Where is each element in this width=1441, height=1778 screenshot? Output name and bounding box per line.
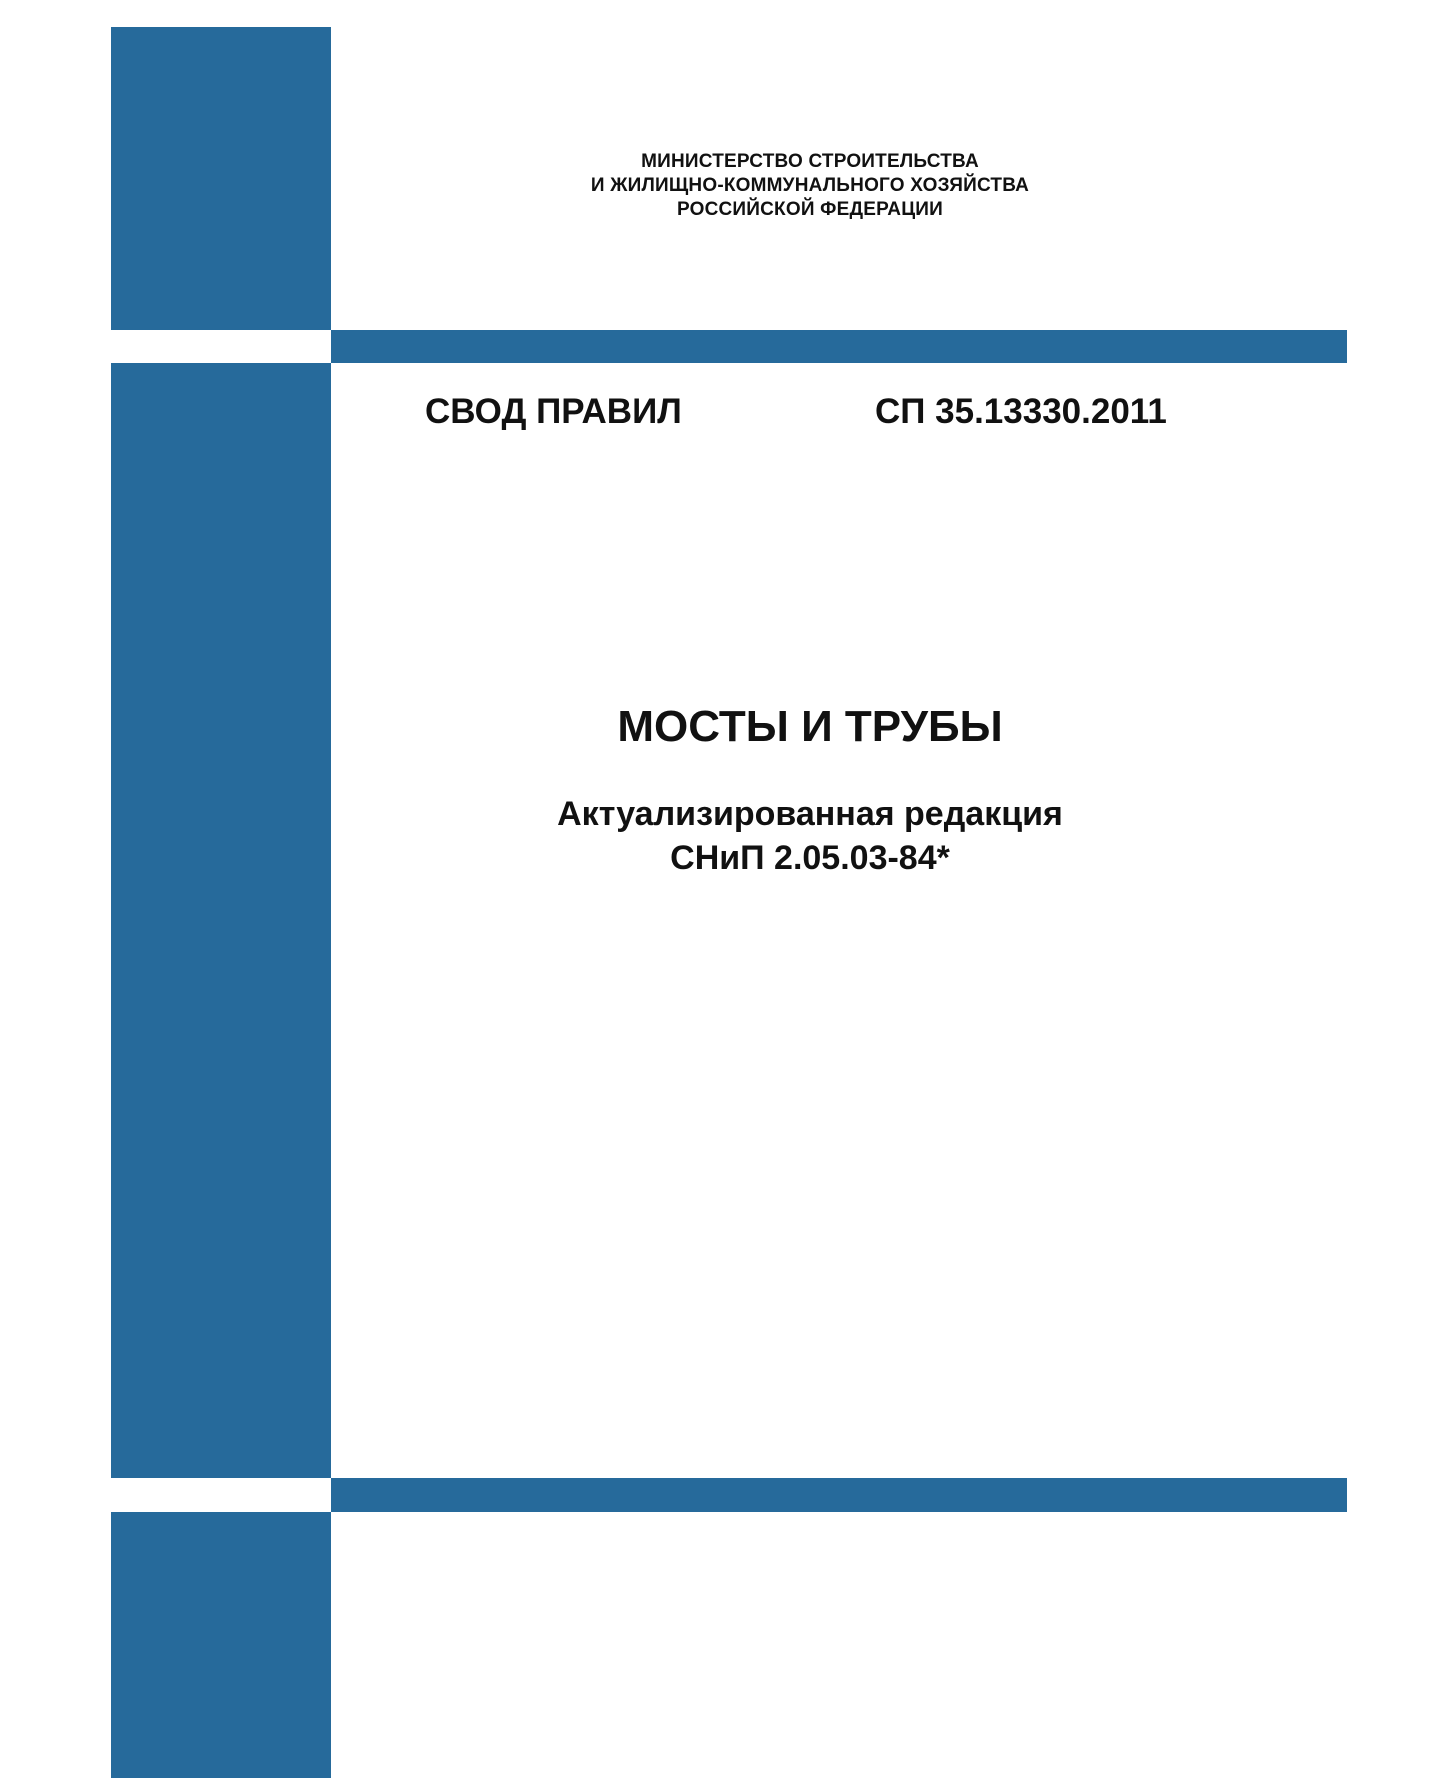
ministry-line-3: РОССИЙСКОЙ ФЕДЕРАЦИИ [676,199,943,220]
left-column-middle-block [111,363,331,1478]
bottom-horizontal-bar [331,1478,1347,1512]
subtitle-line-2: СНиП 2.05.03-84* [670,839,950,877]
left-column-top-block [111,27,331,330]
top-horizontal-bar [331,330,1347,363]
code-of-rules-number: СП 35.13330.2011 [875,392,1167,431]
subtitle-line-1: Актуализированная редакция [557,795,1063,833]
document-subtitle [470,792,1150,880]
document-title: МОСТЫ И ТРУБЫ [617,702,1003,751]
ministry-line-1: МИНИСТЕРСТВО СТРОИТЕЛЬСТВА [641,151,979,172]
left-column-bottom-block [111,1512,331,1778]
code-of-rules-label: СВОД ПРАВИЛ [425,392,682,431]
ministry-heading [520,150,1100,222]
ministry-line-2: И ЖИЛИЩНО-КОММУНАЛЬНОГО ХОЗЯЙСТВА [590,175,1030,196]
